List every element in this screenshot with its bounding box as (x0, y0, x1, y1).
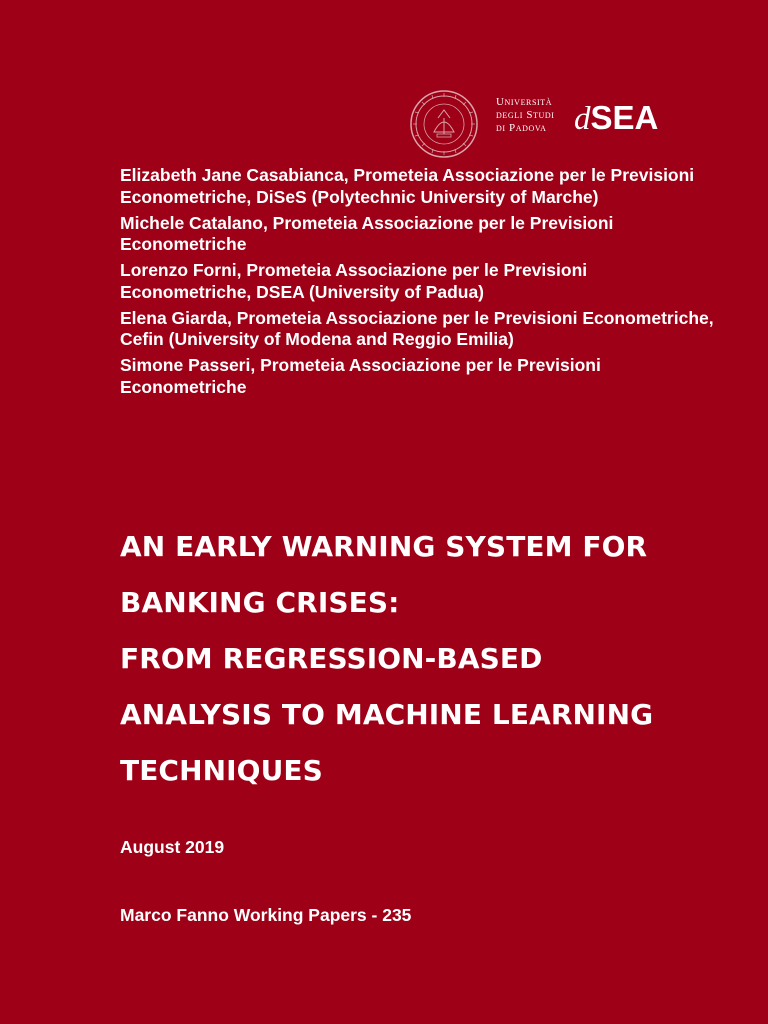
author-item: Michele Catalano, Prometeia Associazione per le Previsioni Econometriche (120, 212, 614, 254)
header-logos (408, 84, 668, 156)
author-item: Elena Giarda, Prometeia Associazione per le Previsioni Econometriche, Cefin (University of Modena and Reggio Emilia) (120, 307, 714, 349)
title-line: BANKING CRISES: (120, 586, 400, 619)
university-name (496, 96, 555, 135)
paper-title (120, 519, 740, 799)
working-paper-series: Marco Fanno Working Papers - 235 (120, 905, 412, 925)
university-line-2: degli Studi (496, 109, 555, 121)
title-line: TECHNIQUES (120, 754, 323, 787)
dsea-logo-suffix: SEA (590, 99, 659, 136)
author-list (120, 165, 720, 403)
dsea-logo (574, 98, 658, 139)
author-item: Elizabeth Jane Casabianca, Prometeia Associazione per le Previsioni Econometriche, DiSeS (Polytechnic University of Marche) (120, 165, 695, 207)
title-line: FROM REGRESSION-BASED (120, 642, 543, 675)
university-seal-icon (408, 88, 480, 160)
author-item: Lorenzo Forni, Prometeia Associazione per le Previsioni Econometriche, DSEA (University of Padua) (120, 260, 588, 302)
title-line: ANALYSIS TO MACHINE LEARNING (120, 698, 654, 731)
university-line-3: di Padova (496, 122, 547, 134)
publication-date: August 2019 (120, 837, 225, 857)
author-item: Simone Passeri, Prometeia Associazione per le Previsioni Econometriche (120, 355, 601, 397)
title-line: AN EARLY WARNING SYSTEM FOR (120, 530, 648, 563)
university-line-1: Università (496, 96, 553, 108)
dsea-logo-prefix: d (574, 101, 591, 137)
